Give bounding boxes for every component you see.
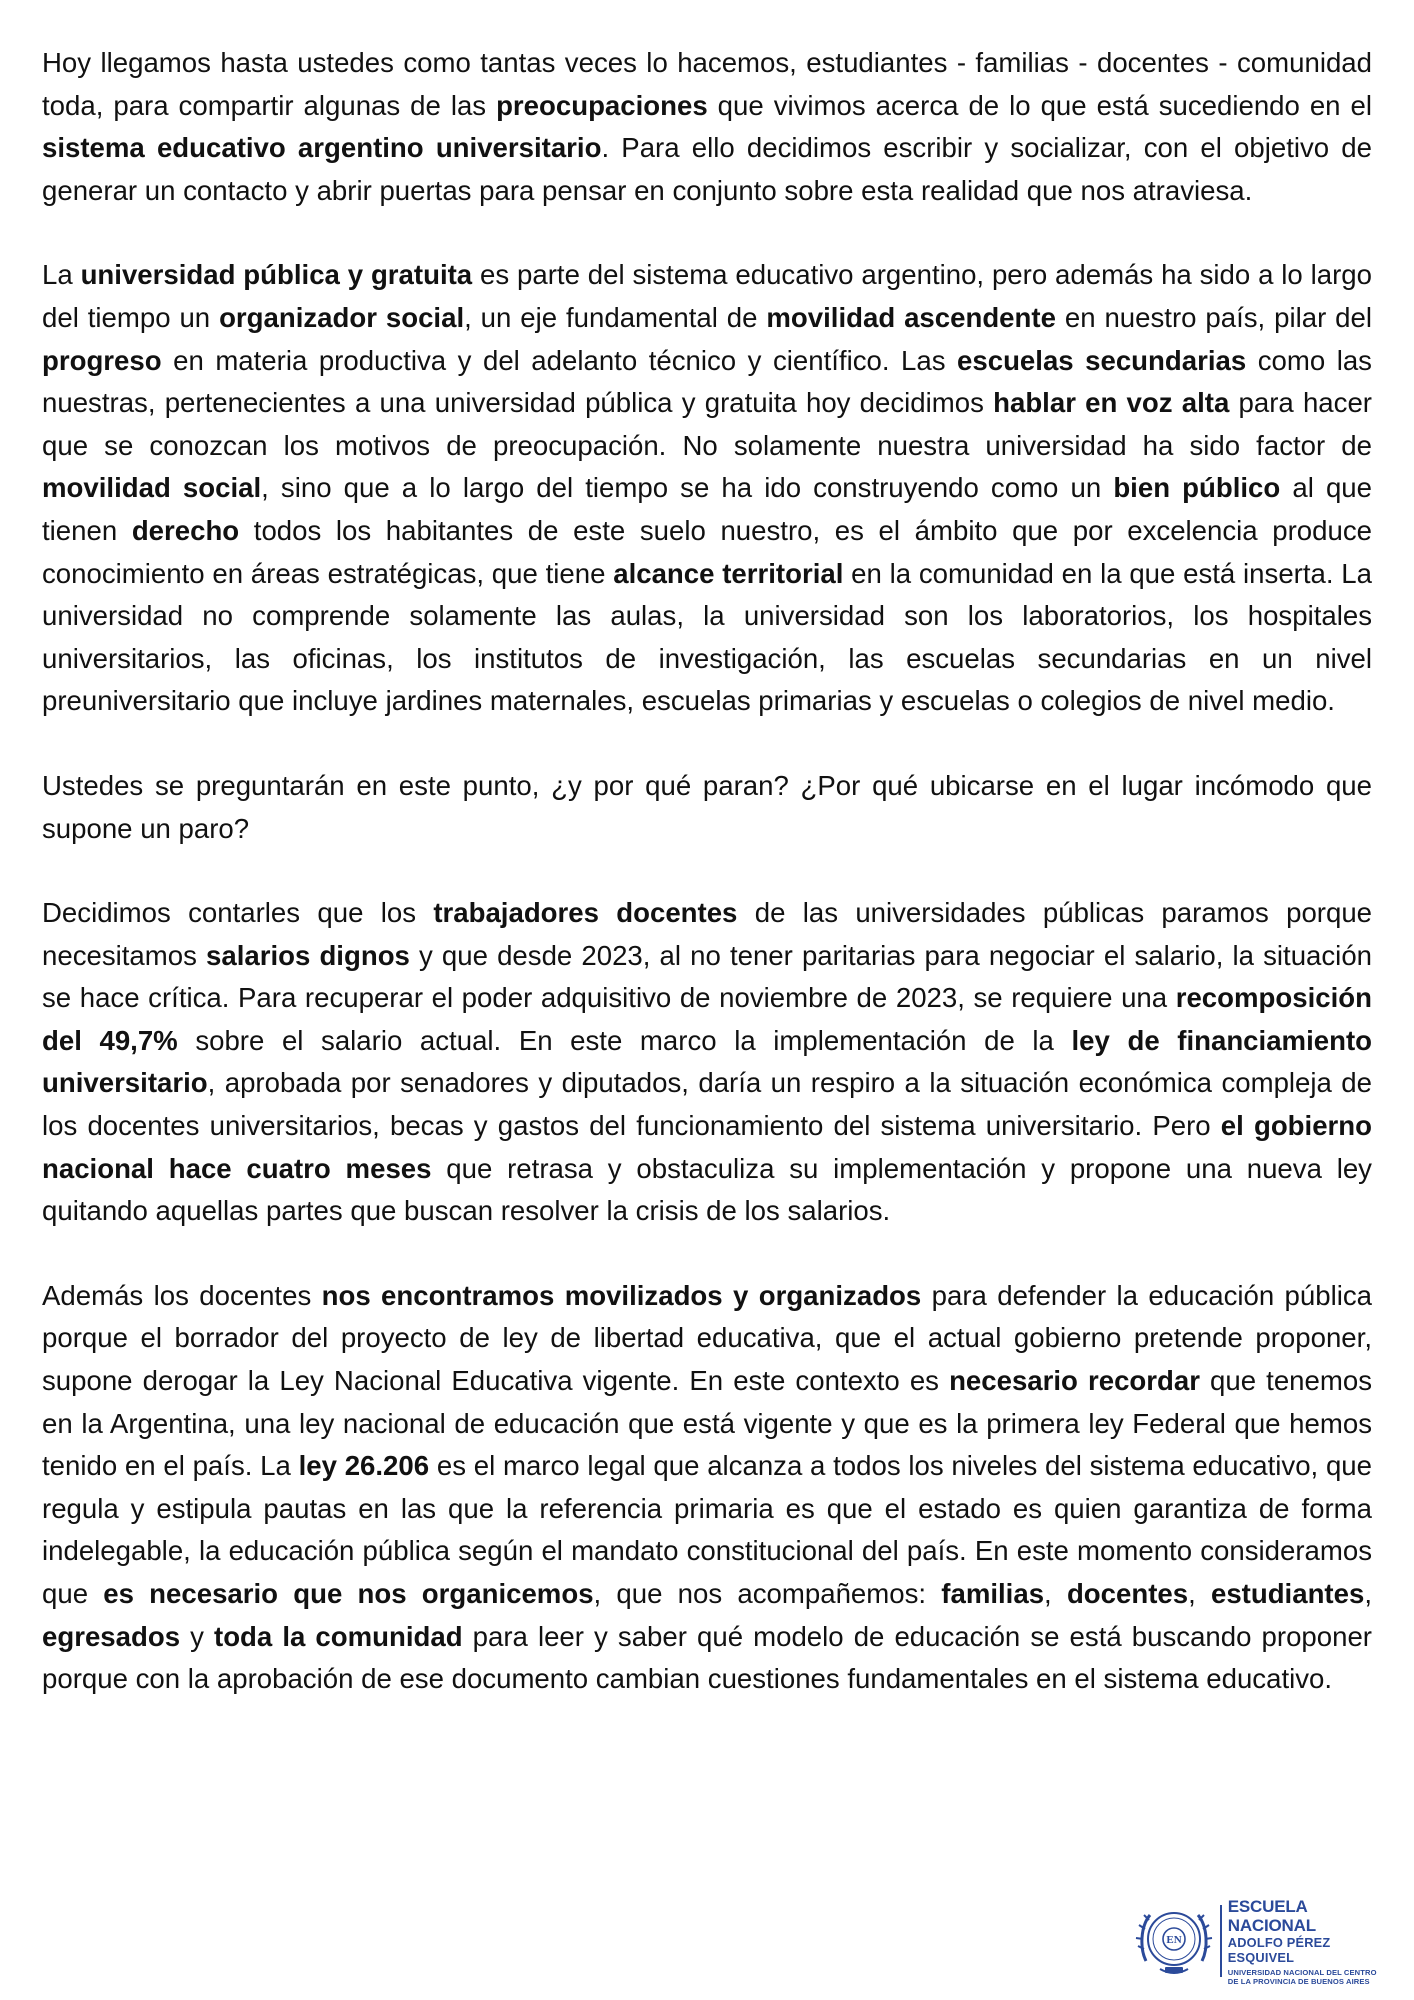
text-run: en materia productiva y del adelanto técnico y científico. Las [161, 344, 958, 376]
bold-phrase: trabajadores docentes [433, 897, 738, 929]
bold-phrase: nos encontramos movilizados y organizados [321, 1279, 922, 1311]
text-run: para defender la educación pública porque el borrador del proyecto de ley de libertad educativa, que el actual gobierno pretende proponer, supone derogar la Ley Nacional Educativa vigente. En este contexto es [42, 1279, 1373, 1397]
text-run: de las universidades públicas paramos porque necesitamos [42, 897, 1373, 971]
bold-phrase: derecho [131, 514, 240, 546]
bold-phrase: ley 26.206 [298, 1450, 430, 1482]
text-run: , sino que a lo largo del tiempo se ha ido construyendo como un [261, 472, 1114, 504]
paragraph-intro [42, 42, 1372, 212]
text-run: todos los habitantes de este suelo nuestro, es el ámbito que por excelencia produce conocimiento en áreas estratégicas, que tiene [42, 514, 1372, 589]
bold-phrase: organizador social [219, 301, 465, 333]
bold-phrase: el gobierno nacional hace cuatro meses [42, 1110, 1372, 1184]
text-run: como las nuestras, pertenecientes a una universidad pública y gratuita hoy decidimos [42, 344, 1372, 419]
bold-phrase: recomposición del 49,7% [42, 982, 1372, 1056]
document-body [42, 42, 1372, 1743]
bold-phrase: universidad pública y gratuita [80, 259, 473, 291]
paragraph-universidad-publica [42, 254, 1372, 723]
text-run: que vivimos acerca de lo que está sucediendo en el [707, 89, 1372, 121]
text-run: , un eje fundamental de [464, 301, 767, 333]
school-logo [1132, 1898, 1382, 1984]
bold-phrase: sistema educativo argentino universitario [42, 132, 602, 164]
text-run: en la comunidad en la que está inserta. La universidad no comprende solamente las aulas, la universidad son los laboratorios, los hospitales universitarios, las oficinas, los institutos de investigación, las escuelas secundarias en un nivel preuniversitario que incluye jardines maternales, escuelas primarias y escuelas o colegios de nivel medio. [42, 557, 1372, 717]
seal-initials: EN [1166, 1934, 1182, 1946]
text-run: . Para ello decidimos escribir y socializar, con el objetivo de generar un contacto y abrir puertas para pensar en conjunto sobre esta realidad que nos atraviesa. [42, 132, 1373, 206]
paragraph-salarios [42, 892, 1372, 1233]
logo-text [1228, 1897, 1382, 1986]
bold-phrase: estudiantes [1210, 1578, 1365, 1609]
text-run: que tenemos en la Argentina, una ley nacional de educación que está vigente y que es la primera ley Federal que hemos tenido en el país. La [42, 1365, 1373, 1482]
school-name: ESCUELA NACIONAL [1227, 1896, 1316, 1935]
text-run: al que tienen [42, 472, 1372, 546]
text-run: Además los docentes [42, 1279, 322, 1311]
bold-phrase: familias [941, 1578, 1045, 1609]
school-seal-icon [1132, 1899, 1216, 1983]
text-run: y [180, 1620, 214, 1652]
bold-phrase: bien público [1113, 472, 1281, 504]
bold-phrase: alcance territorial [613, 557, 844, 589]
bold-phrase: preocupaciones [496, 89, 708, 121]
bold-phrase: ley de financiamiento universitario [42, 1024, 1372, 1099]
text-run: Hoy llegamos hasta ustedes como tantas veces lo hacemos, estudiantes - familias - docentes - comunidad toda, para compartir algunas de las [42, 47, 1372, 121]
text-run: y que desde 2023, al no tener paritarias para negociar el salario, la situación se hace crítica. Para recuperar el poder adquisitivo de noviembre de 2023, se requiere una [42, 939, 1373, 1014]
text-run: La [42, 259, 81, 291]
paragraph-ley-educativa [42, 1275, 1372, 1701]
text-run: para leer y saber qué modelo de educación se está buscando proponer porque con la aprobación de ese documento cambian cuestiones fundamentales en el sistema educativo. [42, 1620, 1372, 1695]
bold-phrase: toda la comunidad [214, 1620, 463, 1652]
text-run: es parte del sistema educativo argentino, pero además ha sido a lo largo del tiempo un [42, 259, 1373, 333]
university-name-line1: UNIVERSIDAD NACIONAL DEL CENTRO [1227, 1967, 1377, 1977]
bold-phrase: egresados [42, 1620, 181, 1652]
university-name-line2: DE LA PROVINCIA DE BUENOS AIRES [1227, 1976, 1370, 1986]
bold-phrase: docentes [1066, 1578, 1189, 1609]
school-subname: ADOLFO PÉREZ ESQUIVEL [1227, 1934, 1331, 1965]
text-run: Ustedes se preguntarán en este punto, ¿y por qué paran? ¿Por qué ubicarse en el lugar incómodo que supone un paro? [42, 769, 1372, 844]
logo-divider [1220, 1905, 1222, 1977]
bold-phrase: necesario recordar [949, 1365, 1200, 1397]
text-run: sobre el salario actual. En este marco la implementación de la [177, 1024, 1072, 1056]
bold-phrase: movilidad social [42, 472, 262, 504]
bold-phrase: salarios dignos [206, 939, 410, 971]
bold-phrase: escuelas secundarias [957, 344, 1247, 376]
text-run: es el marco legal que alcanza a todos los niveles del sistema educativo, que regula y estipula pautas en las que la referencia primaria es que el estado es quien garantiza de forma indelegable, la educación pública según el mandato constitucional del país. En este momento consideramos que [42, 1450, 1372, 1609]
bold-phrase: es necesario que nos organicemos [103, 1578, 594, 1609]
text-run: Decidimos contarles que los [42, 897, 434, 929]
bold-phrase: movilidad ascendente [766, 301, 1056, 333]
text-run: , aprobada por senadores y diputados, daría un respiro a la situación económica compleja de los docentes universitarios, becas y gastos del funcionamiento del sistema universitario. Pero [42, 1067, 1372, 1142]
bold-phrase: progreso [42, 344, 162, 376]
bold-phrase: hablar en voz alta [993, 387, 1230, 419]
text-run: , que nos acompañemos: [593, 1578, 942, 1609]
text-run: para hacer que se conozcan los motivos de preocupación. No solamente nuestra universidad ha sido factor de [42, 387, 1372, 461]
text-run: , [1364, 1578, 1372, 1609]
text-run: que retrasa y obstaculiza su implementación y propone una nueva ley quitando aquellas partes que buscan resolver la crisis de los salarios. [42, 1152, 1372, 1227]
text-run: en nuestro país, pilar del [1055, 301, 1372, 333]
text-run: , [1044, 1578, 1067, 1609]
text-run: , [1188, 1578, 1211, 1609]
paragraph-por-que-paran [42, 765, 1372, 850]
